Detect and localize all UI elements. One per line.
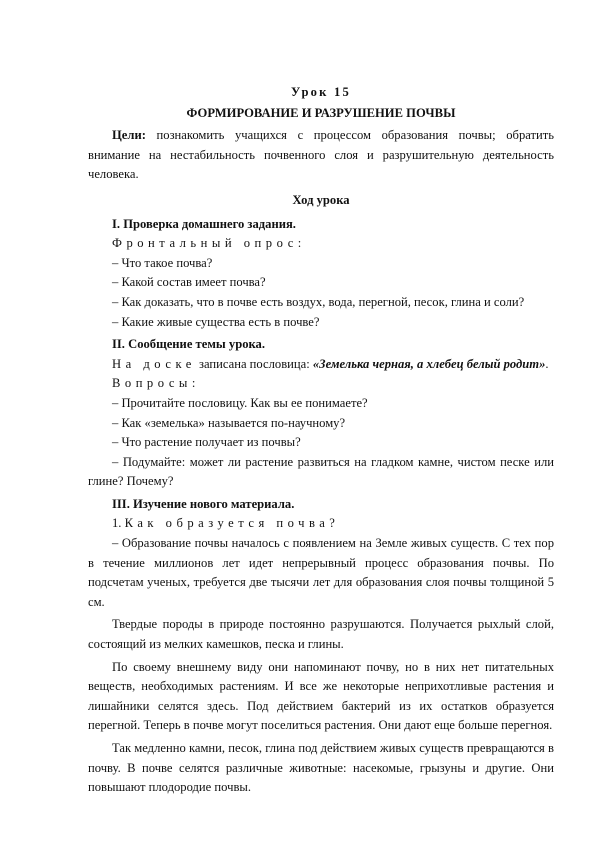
proverb-end: . [545, 356, 549, 371]
subsection-title [88, 514, 554, 534]
lesson-title: ФОРМИРОВАНИЕ И РАЗРУШЕНИЕ ПОЧВЫ [186, 105, 456, 120]
board-label: На доске [112, 356, 196, 371]
body-paragraph: Так медленно камни, песок, глина под действием живых существ превращаются в почву. В почве селятся различные животные: насекомые, грызуны и другие. Они повышают плодородие почвы. [88, 741, 554, 795]
course-heading: Ход урока [292, 192, 350, 207]
section1-item: – Как доказать, что в почве есть воздух, вода, перегной, песок, глина и соли? [112, 294, 525, 309]
question-item: – Как «земелька» называется по-научному? [112, 415, 346, 430]
proverb: «Земелька черная, а хлебец белый родит» [312, 356, 546, 371]
question-item: – Подумайте: может ли растение развиться на гладком камне, чистом песке или глине? Почему? [88, 454, 554, 489]
question-item: – Прочитайте пословицу. Как вы ее понимаете? [112, 395, 368, 410]
section1-heading: I. Проверка домашнего задания. [112, 216, 296, 231]
subsection-number: 1. [112, 516, 125, 531]
board-paragraph [88, 355, 554, 375]
questions-label: Вопросы: [112, 376, 200, 391]
body-paragraph: – Образование почвы началось с появлением на Земле живых существ. С тех пор в течение миллионов лет идет непрерывный процесс образования почвы. По подсчетам ученых, требуется две тысячи лет для образования слоя почвы толщиной 5 см. [88, 536, 554, 609]
goals-paragraph [88, 126, 554, 185]
body-paragraph: Твердые породы в природе постоянно разрушаются. Получается рыхлый слой, состоящий из мелких камешков, песка и глины. [88, 617, 554, 652]
section2-heading: II. Сообщение темы урока. [112, 337, 266, 352]
section3-heading: III. Изучение нового материала. [112, 496, 295, 511]
body-paragraph: По своему внешнему виду они напоминают почву, но в них нет питательных веществ, необходимых растениям. И все же некоторые неприхотливые растения и лишайники селятся здесь. Под действием бактерий из их остатков образуется перегной. Теперь в почве могут поселиться растения. Они дают еще больше перегноя. [88, 659, 554, 733]
lesson-number: Урок 15 [291, 85, 351, 99]
section1-item: – Какой состав имеет почва? [112, 275, 266, 290]
goals-label: Цели: [112, 128, 146, 143]
section1-item: – Что такое почва? [112, 255, 213, 270]
section1-item: – Какие живые существа есть в почве? [112, 314, 320, 329]
subsection-title-text: Как образуется почва? [124, 516, 340, 531]
section1-subheading: Фронтальный опрос: [112, 236, 306, 251]
board-text: записана пословица: [195, 356, 313, 371]
question-item: – Что растение получает из почвы? [112, 435, 301, 450]
goals-text: познакомить учащихся с процессом образования почвы; обратить внимание на нестабильность почвенного слоя и разрушительную деятельность человека. [88, 128, 554, 182]
